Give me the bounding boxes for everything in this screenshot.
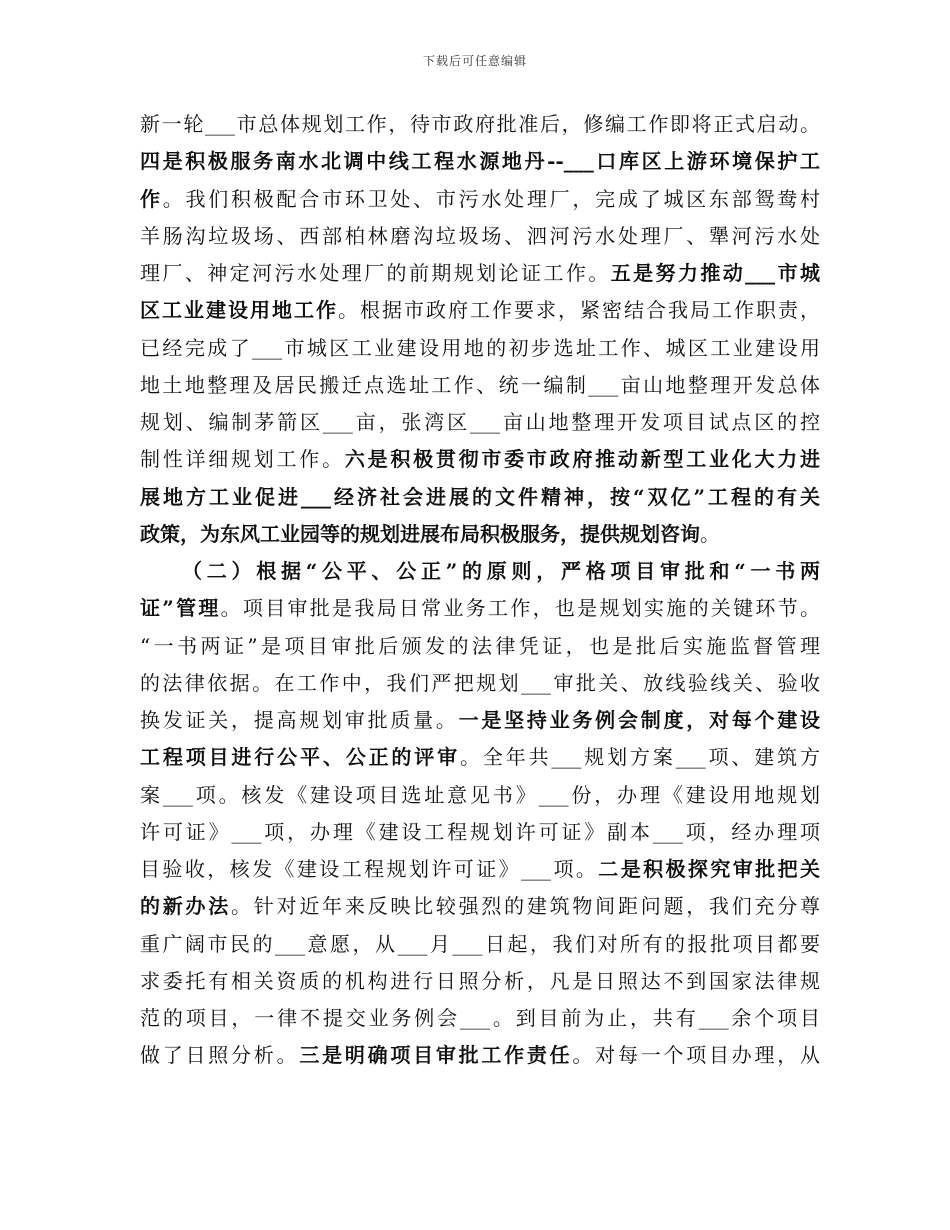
text-segment-bold: 三是明确项目审批工作责任	[299, 1043, 573, 1068]
text-line	[140, 926, 820, 963]
text-segment-bold: 区工业建设用地工作	[140, 298, 338, 323]
text-line	[140, 404, 820, 441]
text-segment-bold: 六是积极贯彻市委市政府推动新型工业化大力进	[344, 447, 821, 472]
text-line	[140, 292, 820, 329]
text-segment: 的法律依据。在工作中，我们严把规划___审批关、放线验线关、验收	[140, 670, 820, 695]
text-segment: 。全年共___规划方案___项、建筑方	[460, 745, 820, 770]
text-segment-bold: 一是坚持业务例会制度，对每个建设	[458, 708, 821, 732]
text-line	[140, 330, 820, 367]
text-segment: “一书两证”是项目审批后颁发的法律凭证，也是批后实施监督管理	[140, 633, 820, 658]
text-segment: 做了日照分析。	[140, 1043, 300, 1068]
text-segment-bold: 展地方工业促进___经济社会进展的文件精神，按“双亿”工程的有关	[140, 484, 820, 509]
page-header: 下载后可任意编辑	[422, 54, 527, 68]
text-line	[140, 628, 820, 665]
text-line	[140, 963, 820, 1000]
text-segment: 。	[700, 521, 720, 546]
text-segment: 理厂、神定河污水处理厂的前期规划论证工作。	[140, 261, 611, 285]
text-line	[140, 739, 820, 776]
text-segment: 。我们积极配合市环卫处、市污水处理厂，完成了城区东部鸳鸯村	[162, 186, 821, 211]
text-segment: 。项目审批是我局日常业务工作，也是规划实施的关键环节。	[220, 596, 820, 621]
text-line	[140, 218, 820, 255]
text-segment: 许可证》___项，办理《建设工程规划许可证》副本___项，经办理项	[140, 819, 820, 844]
text-segment: 地土地整理及居民搬迁点选址工作、统一编制___亩山地整理开发总体	[140, 372, 820, 397]
text-segment: 已经完成了___市城区工业建设用地的初步选址工作、城区工业建设用	[140, 335, 820, 360]
text-segment: 制性详细规划工作。	[140, 447, 345, 472]
text-segment: 换发证关，提高规划审批质量。	[140, 708, 459, 732]
text-segment: 。对每一个项目办理，从	[572, 1043, 821, 1068]
text-line	[140, 665, 820, 702]
text-segment-bold: 工程项目进行公平、公正的评审	[140, 745, 460, 770]
text-segment: 重广阔市民的___意愿，从___月___日起，我们对所有的报批项目都要	[140, 931, 820, 956]
text-line	[140, 851, 820, 888]
text-line	[140, 1037, 820, 1074]
text-segment-bold: 的新办法	[140, 894, 232, 919]
text-segment-bold: （二）根据“公平、公正”的原则，严格项目审批和“一书两	[182, 559, 820, 583]
text-segment: 。根据市政府工作要求，紧密结合我局工作职责，	[338, 298, 820, 323]
text-segment-bold: 作	[140, 186, 163, 211]
text-line	[140, 516, 820, 553]
text-segment: 目验收，核发《建设工程规划许可证》___项。	[140, 857, 599, 881]
text-segment: 羊肠沟垃圾场、西部柏林磨沟垃圾场、泗河污水处理厂、犟河污水处	[140, 223, 820, 248]
text-line	[140, 143, 820, 180]
text-line	[140, 181, 820, 218]
text-segment-bold: 四是积极服务南水北调中线工程水源地丹--___口库区上游环境保护工	[140, 149, 820, 174]
text-segment-bold: 二是积极探究审批把关	[598, 857, 821, 881]
text-line	[140, 702, 820, 739]
text-segment-bold: 五是努力推动___市城	[610, 261, 821, 285]
text-segment: 范的项目，一律不提交业务例会___。到目前为止，共有___余个项目	[140, 1006, 820, 1030]
text-line	[140, 590, 820, 627]
text-line	[140, 1000, 820, 1037]
text-line	[140, 441, 820, 478]
document-body	[140, 106, 820, 1075]
text-segment: 规划、编制茅箭区___亩，张湾区___亩山地整理开发项目试点区的控	[140, 410, 820, 434]
text-line	[140, 367, 820, 404]
text-line	[140, 777, 820, 814]
text-line	[140, 814, 820, 851]
text-segment: 求委托有相关资质的机构进行日照分析，凡是日照达不到国家法律规	[140, 968, 820, 993]
text-line	[140, 106, 820, 143]
text-line	[140, 888, 820, 925]
section-heading-line	[140, 553, 820, 590]
text-line	[140, 479, 820, 516]
text-segment: 。针对近年来反映比较强烈的建筑物间距问题，我们充分尊	[231, 894, 821, 919]
text-segment: 案___项。核发《建设项目选址意见书》___份，办理《建设用地规划	[140, 782, 820, 807]
text-segment-bold: 证”管理	[140, 596, 221, 621]
text-line	[140, 255, 820, 292]
text-segment-bold: 政策，为东风工业园等的规划进展布局积极服务，提供规划咨询	[140, 521, 700, 546]
text-segment: 新一轮___市总体规划工作，待市政府批准后，修编工作即将正式启动。	[140, 112, 820, 136]
